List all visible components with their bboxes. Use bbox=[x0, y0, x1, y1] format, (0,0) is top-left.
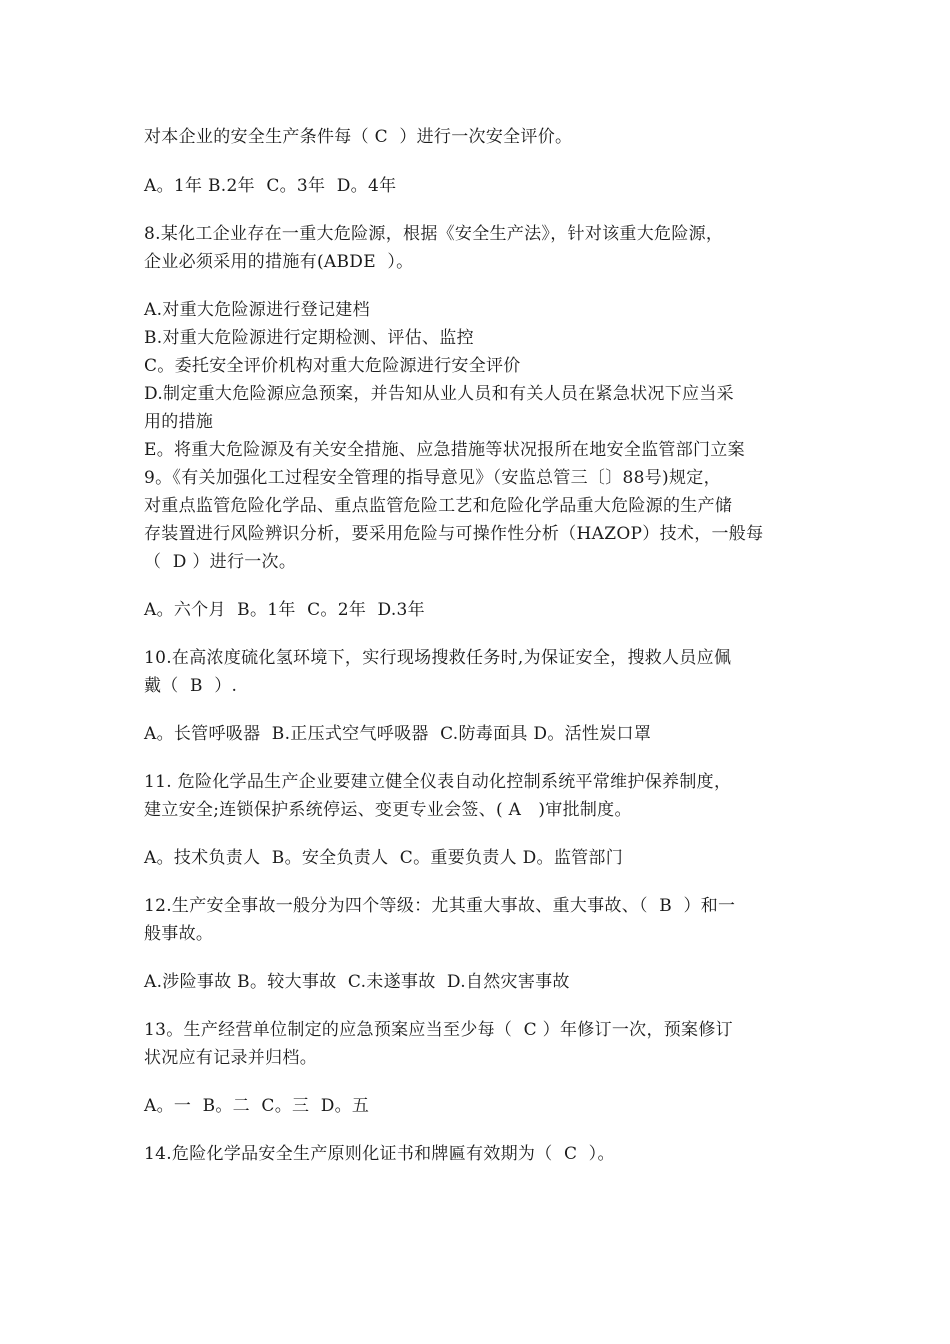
question-9-text: （ D ）进行一次。 bbox=[144, 552, 297, 572]
question-8-text: 企业必须采用的措施有(ABDE ）。 bbox=[144, 252, 414, 272]
question-10-options: A。长管呼吸器 B.正压式空气呼吸器 C.防毒面具 D。活性炭口罩 bbox=[144, 724, 652, 744]
question-9-text: 存装置进行风险辨识分析，要采用危险与可操作性分析（HAZOP）技术，一般每 bbox=[144, 524, 764, 544]
question-8-text: 8.某化工企业存在一重大危险源，根据《安全生产法》，针对该重大危险源， bbox=[144, 224, 724, 244]
question-13-options: A。一 B。二 C。三 D。五 bbox=[144, 1096, 370, 1116]
question-13-text: 13。生产经营单位制定的应急预案应当至少每（ C ）年修订一次，预案修订 bbox=[144, 1020, 733, 1040]
question-11-text: 建立安全;连锁保护系统停运、变更专业会签、( A )审批制度。 bbox=[144, 800, 632, 820]
question-9-text: 9。《有关加强化工过程安全管理的指导意见》（安监总管三〔〕88号)规定， bbox=[144, 468, 721, 488]
question-8-option-d: 用的措施 bbox=[144, 412, 214, 432]
question-8-option-e: E。将重大危险源及有关安全措施、应急措施等状况报所在地安全监管部门立案 bbox=[144, 440, 745, 460]
question-13-text: 状况应有记录并归档。 bbox=[144, 1048, 317, 1068]
question-12-text: 般事故。 bbox=[144, 924, 214, 944]
question-8-option-b: B.对重大危险源进行定期检测、评估、监控 bbox=[144, 328, 474, 348]
question-11-text: 11. 危险化学品生产企业要建立健全仪表自动化控制系统平常维护保养制度， bbox=[144, 772, 732, 792]
question-11-options: A。技术负责人 B。安全负责人 C。重要负责人 D。监管部门 bbox=[144, 848, 624, 868]
question-12-text: 12.生产安全事故一般分为四个等级：尤其重大事故、重大事故、（ B ）和一 bbox=[144, 896, 736, 916]
question-10-text: 戴（ B ）. bbox=[144, 676, 238, 696]
question-8-option-d: D.制定重大危险源应急预案，并告知从业人员和有关人员在紧急状况下应当采 bbox=[144, 384, 734, 404]
question-7-text: 对本企业的安全生产条件每（ C ）进行一次安全评价。 bbox=[144, 127, 573, 147]
question-8-option-c: C。委托安全评价机构对重大危险源进行安全评价 bbox=[144, 356, 521, 376]
question-8-option-a: A.对重大危险源进行登记建档 bbox=[144, 300, 370, 320]
document-page bbox=[144, 123, 824, 1168]
question-10-text: 10.在高浓度硫化氢环境下，实行现场搜救任务时,为保证安全，搜救人员应佩 bbox=[144, 648, 732, 668]
question-12-options: A.涉险事故 B。较大事故 C.未遂事故 D.自然灾害事故 bbox=[144, 972, 570, 992]
question-14-text: 14.危险化学品安全生产原则化证书和牌匾有效期为（ C ）。 bbox=[144, 1144, 615, 1164]
question-7-options: A。1年 B.2年 C。3年 D。4年 bbox=[144, 176, 397, 196]
question-9-options: A。六个月 B。1年 C。2年 D.3年 bbox=[144, 600, 425, 620]
question-9-text: 对重点监管危险化学品、重点监管危险工艺和危险化学品重大危险源的生产储 bbox=[144, 496, 733, 516]
